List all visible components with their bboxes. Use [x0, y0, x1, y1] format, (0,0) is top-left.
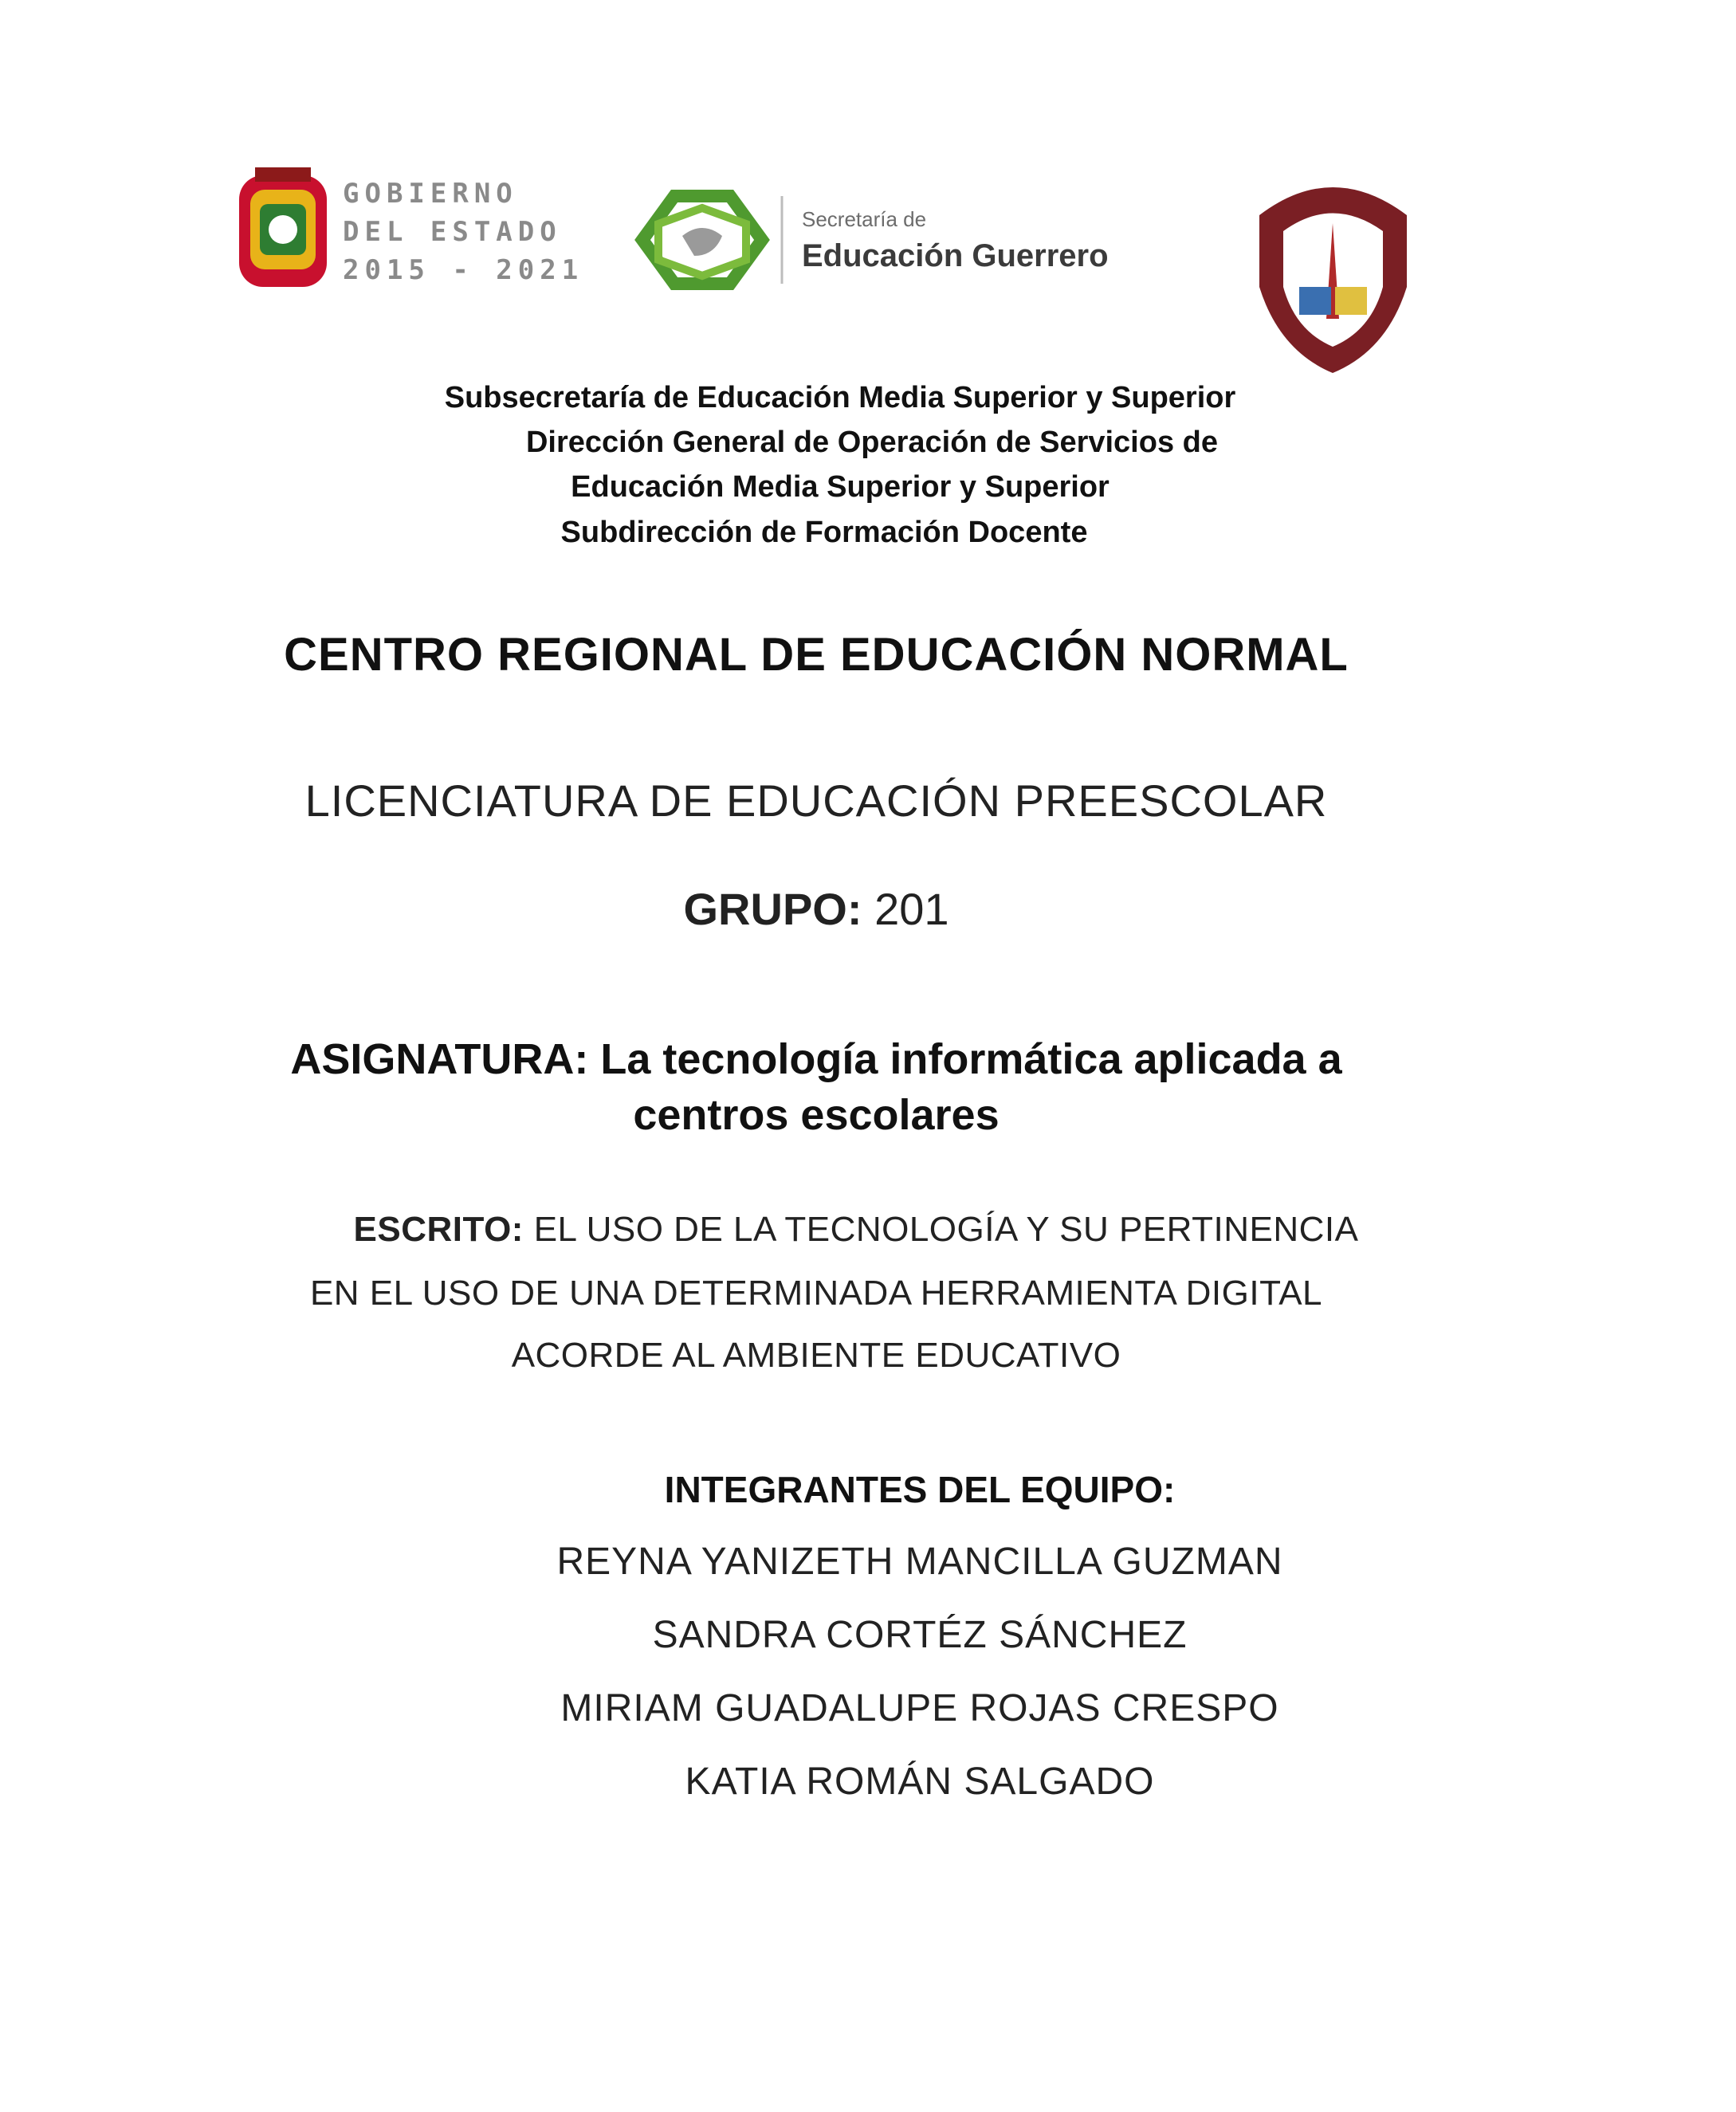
seg-small-text: Secretaría de	[802, 207, 927, 231]
asignatura-text-1: La tecnología informática aplicada a	[600, 1035, 1342, 1083]
gobierno-emblem-icon	[231, 167, 584, 303]
escrito-text-1: EL USO DE LA TECNOLOGÍA Y SU PERTINENCIA	[533, 1210, 1359, 1249]
team-member-4: KATIA ROMÁN SALGADO	[685, 1761, 1155, 1803]
secretaria-educacion-guerrero-logo	[626, 180, 1109, 300]
crn-shield-icon	[1243, 167, 1423, 379]
team-title: INTEGRANTES DEL EQUIPO:	[664, 1469, 1176, 1510]
crn-seal-logo	[1243, 167, 1423, 379]
grupo-value: 201	[874, 884, 949, 934]
seg-emblem-icon	[626, 180, 1109, 300]
asignatura-label: ASIGNATURA:	[290, 1035, 589, 1083]
team-member-1: REYNA YANIZETH MANCILLA GUZMAN	[556, 1541, 1283, 1583]
gobierno-del-estado-logo	[231, 167, 584, 303]
grupo-label: GRUPO:	[683, 884, 862, 934]
grupo-line	[0, 883, 1632, 935]
gob-line-3: 2015 - 2021	[343, 254, 584, 286]
escrito-line-1	[0, 1210, 1672, 1250]
seg-big-text: Educación Guerrero	[802, 238, 1109, 273]
gob-line-1: GOBIERNO	[343, 178, 518, 210]
header-line-4: Subdirección de Formación Docente	[560, 516, 1088, 549]
header-line-1: Subsecretaría de Educación Media Superior y Superior	[444, 381, 1236, 414]
escrito-text-3: ACORDE AL AMBIENTE EDUCATIVO	[511, 1336, 1121, 1375]
team-member-2: SANDRA CORTÉZ SÁNCHEZ	[652, 1614, 1188, 1656]
header-line-3: Educación Media Superior y Superior	[571, 470, 1110, 504]
escrito-label: ESCRITO:	[353, 1210, 524, 1249]
escrito-text-2: EN EL USO DE UNA DETERMINADA HERRAMIENTA DIGITAL	[309, 1274, 1323, 1313]
asignatura-line-1	[0, 1034, 1632, 1084]
licenciatura-text: LICENCIATURA DE EDUCACIÓN PREESCOLAR	[304, 775, 1328, 826]
institution-title: CENTRO REGIONAL DE EDUCACIÓN NORMAL	[284, 629, 1349, 681]
header-line-2: Dirección General de Operación de Servicios de	[525, 426, 1218, 459]
asignatura-text-2: centros escolares	[633, 1091, 1000, 1139]
team-member-3: MIRIAM GUADALUPE ROJAS CRESPO	[560, 1687, 1279, 1729]
gob-line-2: DEL ESTADO	[343, 216, 562, 248]
